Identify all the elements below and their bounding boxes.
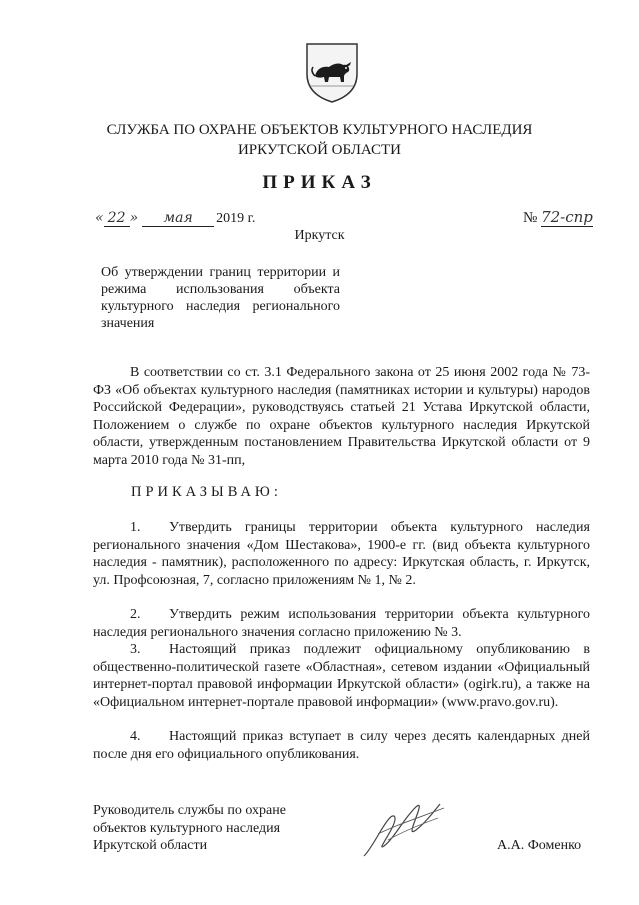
order-item-number: 3. (130, 642, 141, 657)
ordered-heading: ПРИКАЗЫВАЮ: (131, 484, 282, 500)
order-item-text: Утвердить границы территории объекта культурного наследия регионального значения «Дом Шестакова», 1900-е гг. (вид объекта культурного наследия - памятник), расположенного по адресу: Иркутская область, г. Иркутск, ул. Профсоюзная, 7, согласно приложениям № 1, № 2. (93, 520, 590, 588)
order-item (93, 728, 590, 763)
order-item-number: 2. (130, 607, 141, 622)
document-type-title: ПРИКАЗ (262, 172, 377, 193)
document-date (95, 210, 255, 227)
preamble-paragraph: В соответствии со ст. 3.1 Федерального закона от 25 июня 2002 года № 73-ФЗ «Об объектах культурного наследия (памятниках истории и культуры) народов Российской Федерации», руководствуясь статьей 21 Устава Иркутской области, Положением о службе по охране объектов культурного наследия Иркутской области, утвержденным постановлением Правительства Иркутской области от 9 марта 2010 года № 31-пп, (93, 365, 590, 468)
order-item (93, 606, 590, 641)
order-item-text: Настоящий приказ вступает в силу через десять календарных дней после дня его официального опубликования. (93, 729, 590, 762)
handwritten-signature-icon (358, 790, 448, 860)
date-month: мая (142, 210, 214, 227)
date-year: 2019 г. (216, 211, 256, 226)
number-prefix: № (523, 210, 538, 226)
order-item-text: Утвердить режим использования территории объекта культурного наследия регионального значения согласно приложению № 3. (93, 607, 590, 640)
order-item-text: Настоящий приказ подлежит официальному опубликованию в общественно-политической газете «Областная», сетевом издании «Официальный интернет-портал правовой информации Иркутской области» (ogirk.ru), а также на «Официальном интернет-портале правовой информации» (www.pravo.gov.ru). (93, 642, 590, 710)
signatory-line2: объектов культурного наследия (93, 820, 281, 836)
date-day: 22 (104, 210, 130, 227)
order-item-number: 4. (130, 729, 141, 744)
org-name-line2: ИРКУТСКОЙ ОБЛАСТИ (237, 142, 402, 158)
org-name-line1: СЛУЖБА ПО ОХРАНЕ ОБЪЕКТОВ КУЛЬТУРНОГО НАСЛЕДИЯ (106, 122, 533, 138)
signatory-position (93, 802, 286, 855)
order-item (93, 641, 590, 711)
order-item-number: 1. (130, 520, 141, 535)
coat-of-arms-emblem-icon (303, 40, 361, 104)
date-close-quote: » (129, 210, 139, 226)
number-value: 72-спр (541, 208, 593, 226)
document-number (523, 208, 593, 227)
signatory-line3: Иркутской области (93, 838, 208, 853)
document-city: Иркутск (294, 228, 345, 243)
date-open-quote: « (95, 210, 104, 226)
order-item (93, 519, 590, 589)
signatory-line1: Руководитель службы по охране (93, 803, 286, 818)
document-subject: Об утверждении границ территории и режима использования объекта культурного наследия регионального значения (101, 265, 340, 331)
signatory-name: А.А. Фоменко (497, 838, 582, 853)
